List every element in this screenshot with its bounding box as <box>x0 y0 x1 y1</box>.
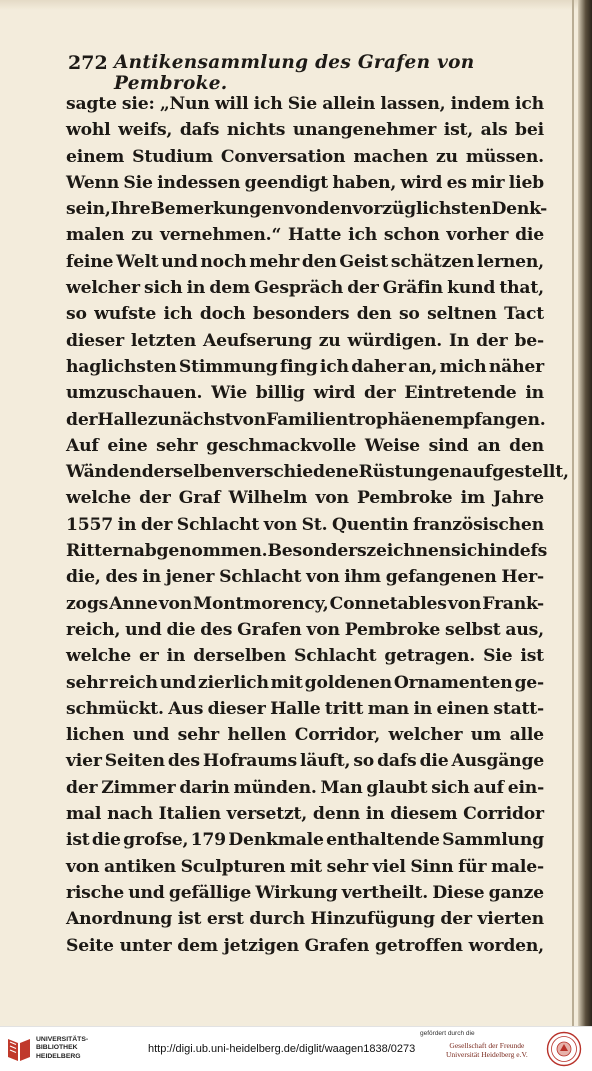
text-line: welcher sich in dem Gespräch der Gräfin kund that, <box>66 278 544 299</box>
text-line: einem Studium Conversation machen zu müssen. <box>66 146 544 167</box>
text-line: Anordnung ist erst durch Hinzufügung der vierten <box>66 909 544 930</box>
library-name-line: UNIVERSITÄTS- <box>36 1036 89 1043</box>
text-line: rische und gefällige Wirkung vertheilt. Diese ganze <box>66 882 544 903</box>
text-line: Rittern abgenommen. Besonders zeichnen sich indefs <box>66 541 548 562</box>
book-spine-edge <box>578 0 592 1026</box>
page-top-shadow <box>0 0 592 10</box>
library-name <box>36 1036 88 1061</box>
running-title: Antikensammlung des Grafen von Pembroke. <box>114 52 475 94</box>
text-line: sagte sie: „Nun will ich Sie allein lassen, indem ich <box>66 94 544 114</box>
sponsor-line: Gesellschaft der Freunde <box>449 1041 525 1050</box>
text-line: welche der Graf Wilhelm von Pembroke im Jahre <box>66 488 544 509</box>
text-line: sein, Ihre Bemerkungen von den vorzüglichsten Denk- <box>66 199 548 220</box>
body-text <box>66 91 569 959</box>
text-line: der Zimmer darin münden. Man glaubt sich auf ein- <box>66 777 544 798</box>
text-line: welche er in derselben Schlacht getragen. Sie ist <box>66 646 544 667</box>
text-line: Wenn Sie indessen geendigt haben, wird es mir lieb <box>66 172 544 193</box>
book-icon <box>6 1035 32 1063</box>
sponsor-name <box>446 1041 528 1059</box>
text-line: lichen und sehr hellen Corridor, welcher um alle <box>66 725 544 746</box>
sponsor-label: gefördert durch die <box>420 1030 475 1037</box>
text-line: so wufste ich doch besonders den so seltnen Tact <box>66 304 544 325</box>
text-line: feine Welt und noch mehr den Geist schätzen lernen, <box>66 251 544 272</box>
footer-bar <box>0 1026 592 1071</box>
page-number: 272 <box>68 52 108 74</box>
page-edge-line <box>572 0 574 1026</box>
text-line: ist die grofse, 179 Denkmale enthaltende Sammlung <box>66 830 544 851</box>
text-line: Seite unter dem jetzigen Grafen getroffen worden, <box>66 935 544 956</box>
text-line: mal nach Italien versetzt, denn in diesem Corridor <box>66 804 544 825</box>
library-name-line: BIBLIOTHEK <box>36 1044 78 1052</box>
text-line: umzuschauen. Wie billig wird der Eintretende in <box>66 383 544 404</box>
running-header <box>68 52 538 94</box>
text-line: Wänden derselben verschiedene Rüstungen aufgestellt, <box>66 462 569 483</box>
seal-icon <box>546 1031 582 1067</box>
text-line: sehr reich und zierlich mit goldenen Ornamenten ge- <box>66 672 544 693</box>
library-name-line: HEIDELBERG <box>36 1052 81 1060</box>
text-line: zogs Anne von Montmorency, Connetables von Frank- <box>66 593 544 614</box>
text-line: dieser letzten Aeufserung zu würdigen. In der be- <box>66 330 544 351</box>
text-line: wohl weifs, dafs nichts unangenehmer ist, als bei <box>66 120 544 141</box>
text-line: von antiken Sculpturen mit sehr viel Sinn für male- <box>66 856 544 877</box>
text-line: vier Seiten des Hofraums läuft, so dafs die Ausgänge <box>66 751 544 772</box>
permalink-url[interactable]: http://digi.ub.uni-heidelberg.de/diglit/waagen1838/0273 <box>148 1043 416 1055</box>
text-line: 1557 in der Schlacht von St. Quentin französischen <box>66 514 544 535</box>
text-line: Auf eine sehr geschmackvolle Weise sind an den <box>66 435 544 456</box>
text-line: die, des in jener Schlacht von ihm gefangenen Her- <box>66 567 544 588</box>
text-line: reich, und die des Grafen von Pembroke selbst aus, <box>66 619 544 640</box>
text-line: haglichsten Stimmung fing ich daher an, mich näher <box>66 356 544 377</box>
text-line: der Halle zunächst von Familientrophäen empfangen. <box>66 409 546 430</box>
text-line: malen zu vernehmen.“ Hatte ich schon vorher die <box>66 225 544 246</box>
sponsor-line: Universität Heidelberg e.V. <box>446 1050 528 1059</box>
text-line: schmückt. Aus dieser Halle tritt man in einen statt- <box>66 698 544 719</box>
